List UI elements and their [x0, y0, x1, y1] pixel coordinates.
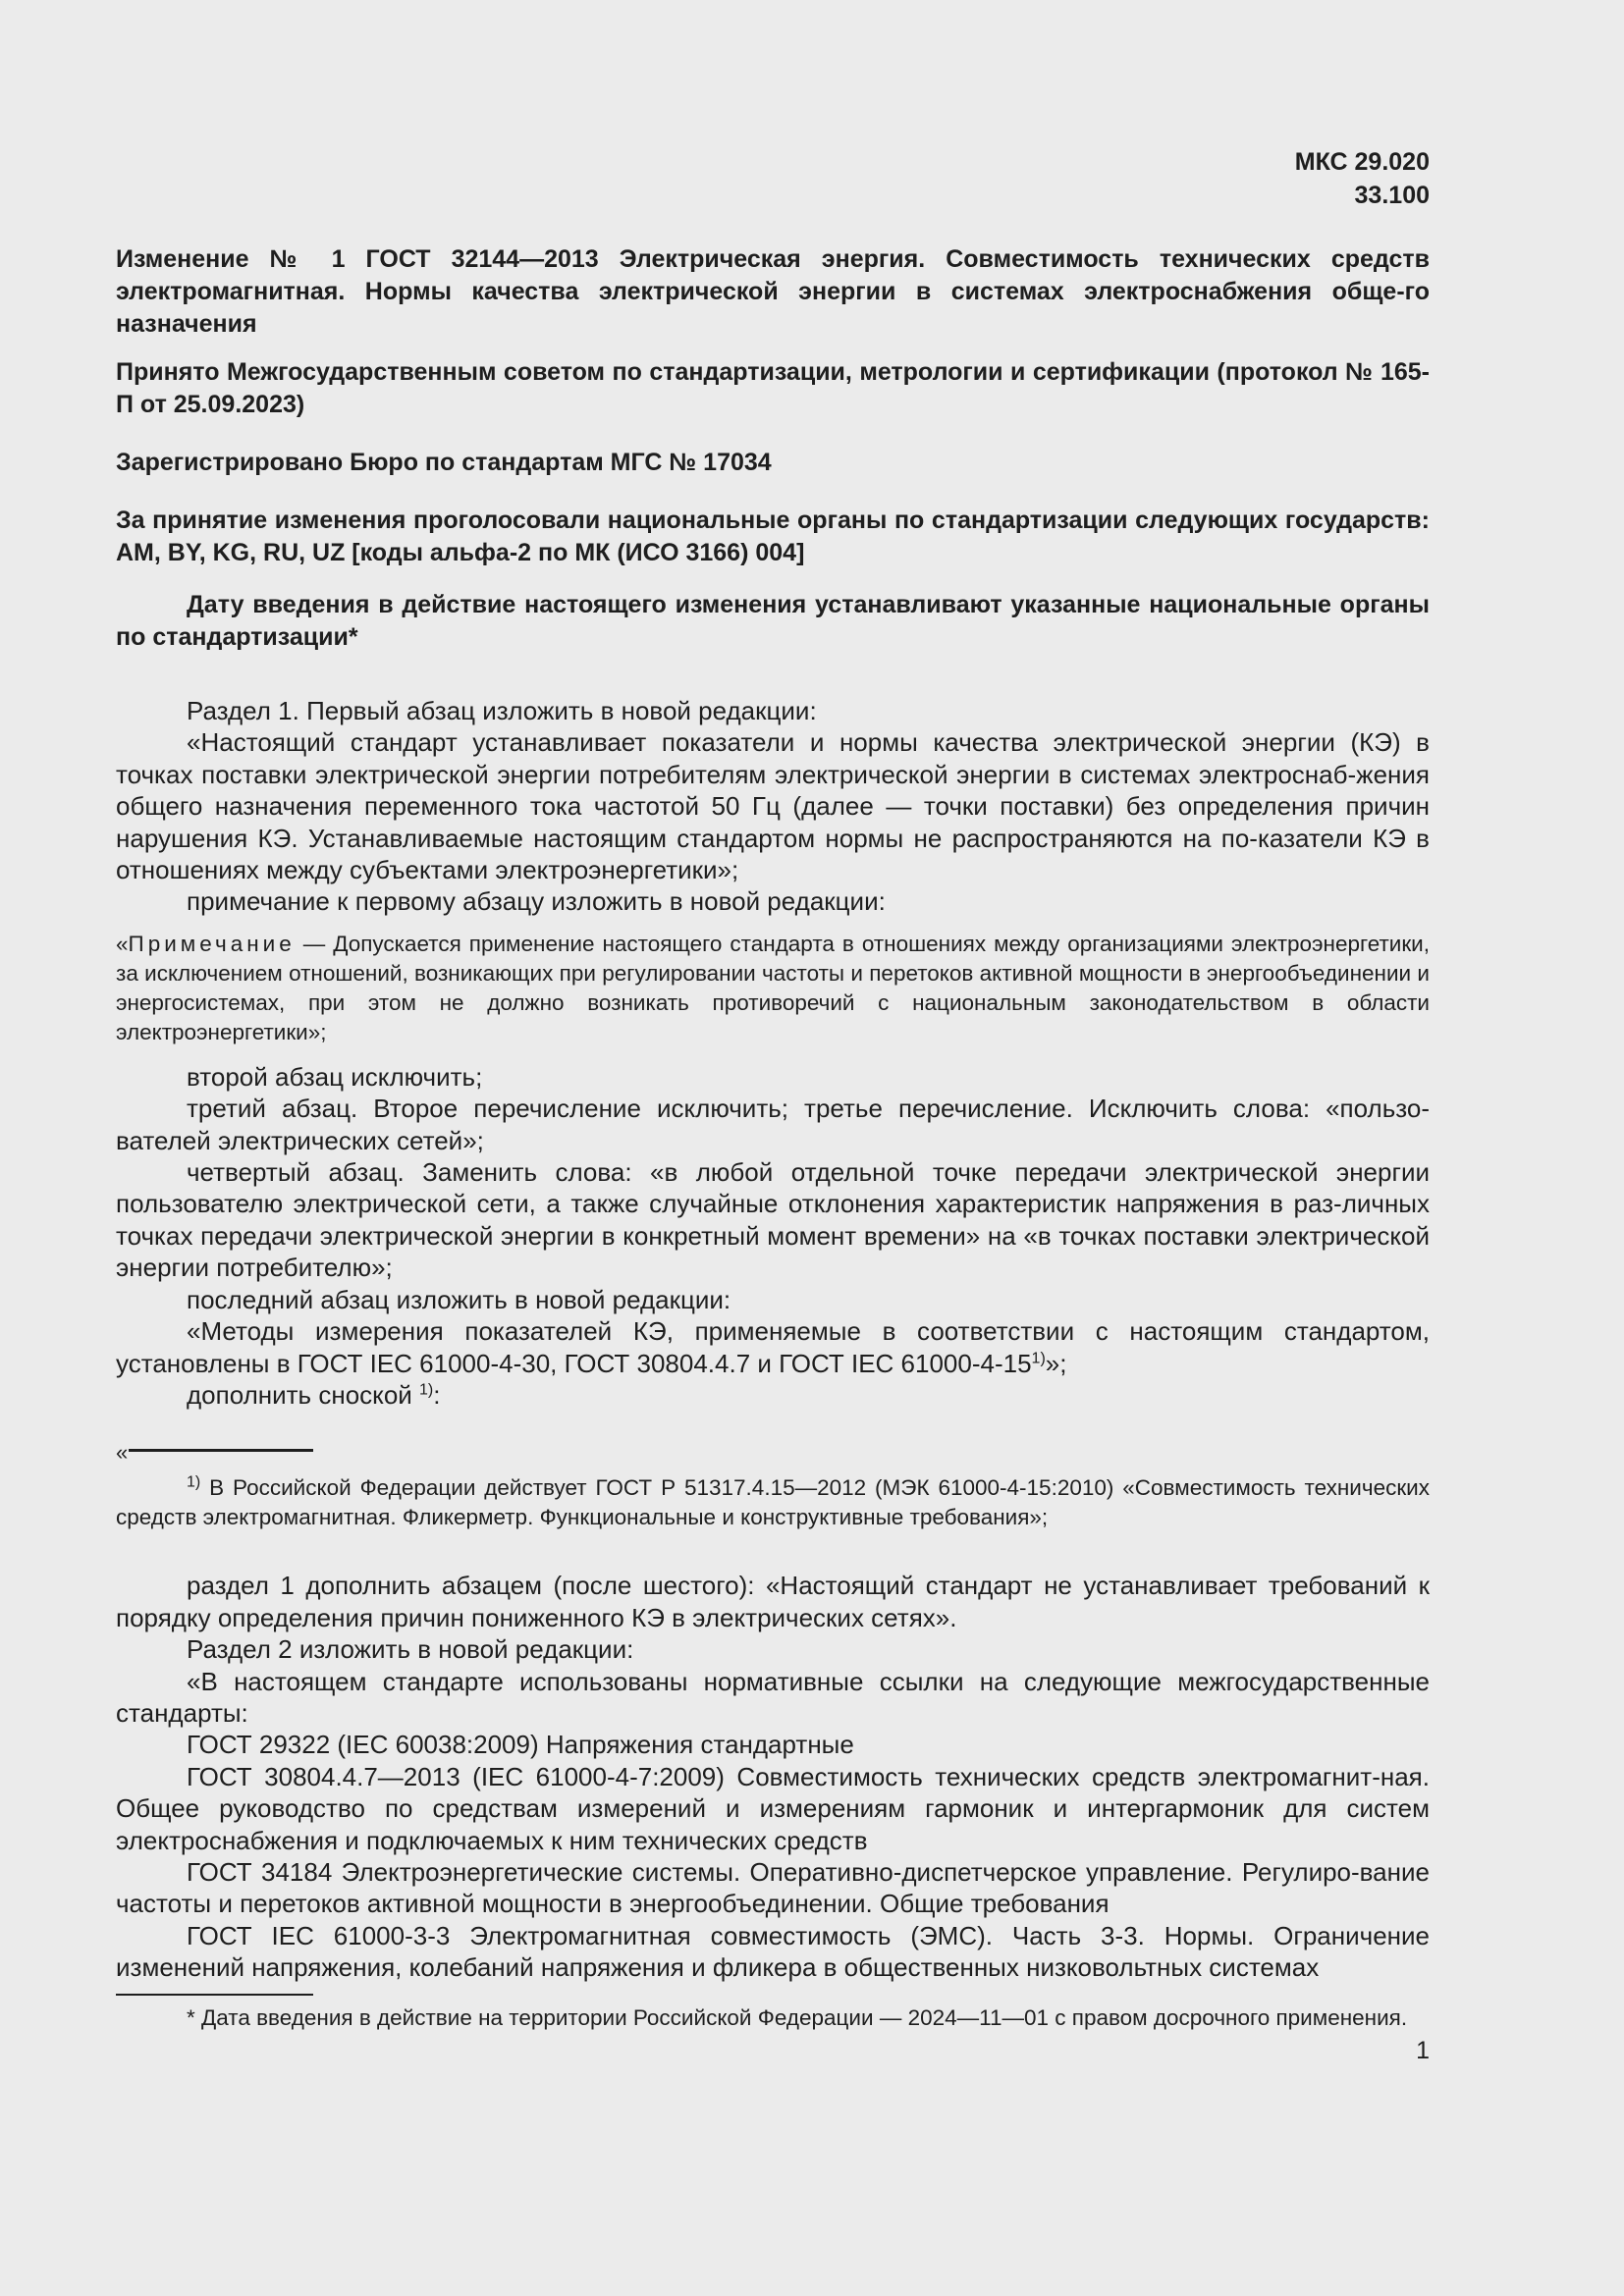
reference-item: ГОСТ IEC 61000-3-3 Электромагнитная совместимость (ЭМС). Часть 3-3. Нормы. Ограничение изменений напряжения, колебаний напряжения и фликера в общественных низковольтных системах: [116, 1920, 1430, 1983]
page-footnote: * Дата введения в действие на территории Российской Федерации — 2024—11—01 с правом досрочного применения.: [187, 2004, 1408, 2030]
section2-paragraph: «В настоящем стандарте использованы нормативные ссылки на следующие межгосударственные стандарты:: [116, 1666, 1430, 1728]
inserted-footnote: [116, 1473, 1430, 1532]
mks-code-2: 33.100: [1354, 182, 1430, 209]
inserted-footnote-mark: 1): [187, 1473, 201, 1491]
note-label: Примечание: [128, 931, 296, 956]
add-footnote-tail: :: [433, 1379, 441, 1410]
section1-addition: раздел 1 дополнить абзацем (после шестого): «Настоящий стандарт не устанавливает требований к порядку определения причин пониженного КЭ в электрических сетях».: [116, 1571, 1430, 1632]
inserted-footnote-separator: [116, 1440, 1430, 1466]
methods-tail: »;: [1045, 1348, 1067, 1378]
accepted-statement: Принято Межгосударственным советом по стандартизации, метрологии и сертификации (протокол № 165-П от 25.09.2023): [116, 358, 1430, 418]
page-number: 1: [1416, 2036, 1430, 2064]
section1-intro: Раздел 1. Первый абзац изложить в новой редакции:: [187, 696, 817, 725]
fourth-paragraph-instruction: четвертый абзац. Заменить слова: «в любой отдельной точке передачи электрической энергии пользователю электрической сети, а также случайные отклонения характеристик напряжения в раз-личных точках передачи электрической энергии в конкретный момент времени» на «в точках поставки электрической энергии потребителю»;: [116, 1157, 1430, 1283]
note-block: [116, 930, 1430, 1047]
second-paragraph-instruction: второй абзац исключить;: [187, 1061, 483, 1092]
note-open-quote: «: [116, 931, 129, 956]
methods-footnote-ref: 1): [1031, 1349, 1046, 1366]
voting-statement: За принятие изменения проголосовали национальные органы по стандартизации следующих государств: AM, BY, KG, RU, UZ [коды альфа-2 по МК (ИСО 3166) 004]: [116, 507, 1430, 566]
mks-codes: [116, 145, 1430, 212]
reference-item: ГОСТ 29322 (IEC 60038:2009) Напряжения стандартные: [187, 1730, 854, 1760]
section2-intro: Раздел 2 изложить в новой редакции:: [187, 1634, 634, 1665]
section1-paragraph: «Настоящий стандарт устанавливает показатели и нормы качества электрической энергии (КЭ) в точках поставки электрической энергии потребителям электрической энергии в системах электроснаб-жения общего назначения переменного тока частотой 50 Гц (далее — точки поставки) без определения причин нарушения КЭ. Устанавливаемые настоящим стандартом нормы не распространяются на по-казатели КЭ в отношениях между субъектами электроэнергетики»;: [116, 727, 1430, 885]
reference-item: ГОСТ 30804.4.7—2013 (IEC 61000-4-7:2009) Совместимость технических средств электромагнит-ная. Общее руководство по средствам измерений и измерениям гармоник и интергармоник для систем электроснабжения и подключаемых к ним технических средств: [116, 1761, 1430, 1855]
footnote-rule: [129, 1449, 313, 1452]
effective-date-statement: Дату введения в действие настоящего изменения устанавливают указанные национальные органы по стандартизации*: [116, 591, 1430, 651]
note-intro: примечание к первому абзацу изложить в новой редакции:: [187, 886, 886, 917]
third-paragraph-instruction: третий абзац. Второе перечисление исключить; третье перечисление. Исключить слова: «пользо-вателей электрических сетей»;: [116, 1094, 1430, 1155]
reference-item: ГОСТ 34184 Электроэнергетические системы. Оперативно-диспетчерское управление. Регулиро-вание частоты и перетоков активной мощности в энергообъединении. Общие требования: [116, 1856, 1430, 1919]
last-paragraph-intro: последний абзац изложить в новой редакции:: [187, 1284, 731, 1314]
note-text: — Допускается применение настоящего стандарта в отношениях между организациями электроэнергетики, за исключением отношений, возникающих при регулировании частоты и перетоков активной мощности в энергообъединении и энергосистемах, при этом не должно возникать противоречий с национальным законодательством в области электроэнергетики»;: [116, 931, 1430, 1044]
registration-statement: Зарегистрировано Бюро по стандартам МГС № 17034: [116, 449, 772, 476]
document-title: Изменение № 1 ГОСТ 32144—2013 Электрическая энергия. Совместимость технических средств электромагнитная. Нормы качества электрической энергии в системах электроснабжения обще-го назначения: [116, 245, 1430, 338]
add-footnote-ref: 1): [419, 1381, 434, 1399]
inserted-footnote-text: В Российской Федерации действует ГОСТ Р 51317.4.15—2012 (МЭК 61000-4-15:2010) «Совместимость технических средств электромагнитная. Фликерметр. Функциональные и конструктивные требования»;: [116, 1475, 1430, 1530]
inserted-footnote-open-quote: «: [116, 1440, 129, 1466]
page-footnote-rule: [116, 1994, 313, 1996]
mks-code-1: МКС 29.020: [1294, 148, 1430, 176]
methods-text: «Методы измерения показателей КЭ, применяемые в соответствии с настоящим стандартом, установлены в ГОСТ IEC 61000-4-30, ГОСТ 30804.4.7 и ГОСТ IEC 61000-4-15: [116, 1316, 1430, 1378]
methods-paragraph: [116, 1315, 1430, 1379]
document-page: [116, 145, 1430, 2065]
add-footnote-text: дополнить сноской: [187, 1379, 420, 1410]
add-footnote-instruction: [116, 1379, 1430, 1411]
